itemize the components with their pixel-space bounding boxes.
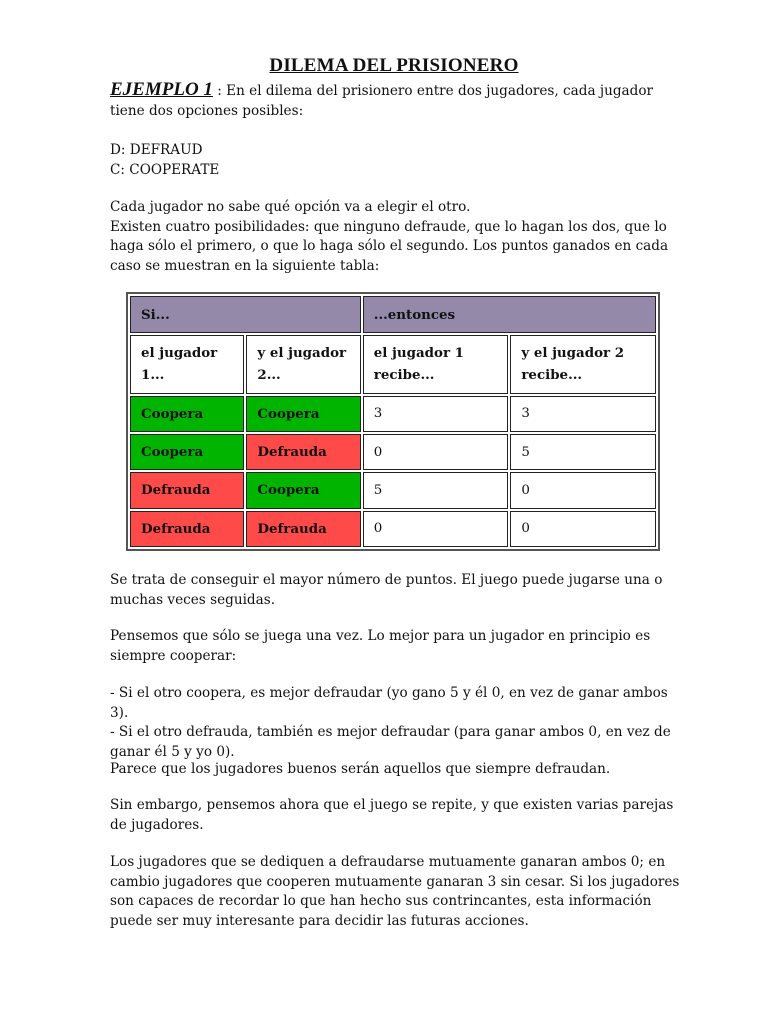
- choice-cell: Coopera: [246, 396, 360, 432]
- goal-paragraph: Se trata de conseguir el mayor número de puntos. El juego puede jugarse una o muchas veces seguidas.: [110, 572, 663, 608]
- explanation-paragraph: [110, 198, 680, 276]
- bullet-defraud: - Si el otro defrauda, también es mejor defraudar (para ganar ambos 0, en vez de ganar él 5 y yo 0).: [110, 724, 671, 760]
- final-paragraph: Los jugadores que se dediquen a defraudarse mutuamente ganaran ambos 0; en cambio jugadores que cooperen mutuamente ganaran 3 sin cesar. Si los jugadores son capaces de recordar lo que han hecho sus contrincantes, esta información puede ser muy interesante para decidir las futuras acciones.: [110, 854, 680, 929]
- choice-cell: Coopera: [130, 434, 244, 470]
- example-label: EJEMPLO 1: [110, 79, 213, 100]
- table-row: [130, 396, 656, 432]
- points-cell: 5: [363, 472, 509, 508]
- good-players-paragraph: Parece que los jugadores buenos serán aquellos que siempre defraudan.: [110, 761, 611, 777]
- table-row: [130, 472, 656, 508]
- intro-text: : En el dilema del prisionero entre dos jugadores, cada jugador tiene dos opciones posibles:: [110, 83, 654, 119]
- points-cell: 0: [363, 434, 509, 470]
- col-player1: el jugador 1...: [130, 335, 244, 393]
- table-row: [130, 511, 656, 547]
- choice-cell: Defrauda: [130, 511, 244, 547]
- payoff-table: [126, 292, 660, 551]
- points-cell: 3: [510, 396, 656, 432]
- points-cell: 0: [363, 511, 509, 547]
- explanation-line-1: Cada jugador no sabe qué opción va a elegir el otro.: [110, 199, 471, 215]
- option-defraud: D: DEFRAUD: [110, 142, 203, 158]
- choice-cell: Coopera: [246, 472, 360, 508]
- table-header-then: ...entonces: [363, 296, 656, 333]
- option-cooperate: C: COOPERATE: [110, 161, 220, 178]
- col-player1-receives: el jugador 1 recibe...: [363, 335, 509, 393]
- table-header-if: Si...: [130, 296, 361, 333]
- col-player2-receives: y el jugador 2 recibe...: [510, 335, 656, 393]
- choice-cell: Defrauda: [246, 434, 360, 470]
- points-cell: 5: [510, 434, 656, 470]
- choice-cell: Defrauda: [130, 472, 244, 508]
- document-title: DILEMA DEL PRISIONERO: [269, 55, 519, 76]
- repeat-paragraph: Sin embargo, pensemos ahora que el juego se repite, y que existen varias parejas de jugadores.: [110, 797, 674, 833]
- once-paragraph: Pensemos que sólo se juega una vez. Lo mejor para un jugador en principio es siempre cooperar:: [110, 628, 651, 664]
- choice-cell: Coopera: [130, 396, 244, 432]
- table-header-row: [130, 296, 656, 333]
- explanation-line-2: Existen cuatro posibilidades: que ninguno defraude, que lo hagan los dos, que lo haga sólo el primero, o que lo haga sólo el segundo. Los puntos ganados en cada caso se muestran en la siguiente tabla:: [110, 218, 669, 274]
- bullet-list: [110, 684, 680, 762]
- intro-paragraph: [110, 80, 680, 121]
- points-cell: 0: [510, 472, 656, 508]
- bullet-cooperate: - Si el otro coopera, es mejor defraudar (yo gano 5 y él 0, en vez de ganar ambos 3).: [110, 685, 668, 721]
- options-list: [110, 141, 680, 180]
- points-cell: 3: [363, 396, 509, 432]
- choice-cell: Defrauda: [246, 511, 360, 547]
- table-column-row: [130, 335, 656, 393]
- points-cell: 0: [510, 511, 656, 547]
- table-row: [130, 434, 656, 470]
- col-player2: y el jugador 2...: [246, 335, 360, 393]
